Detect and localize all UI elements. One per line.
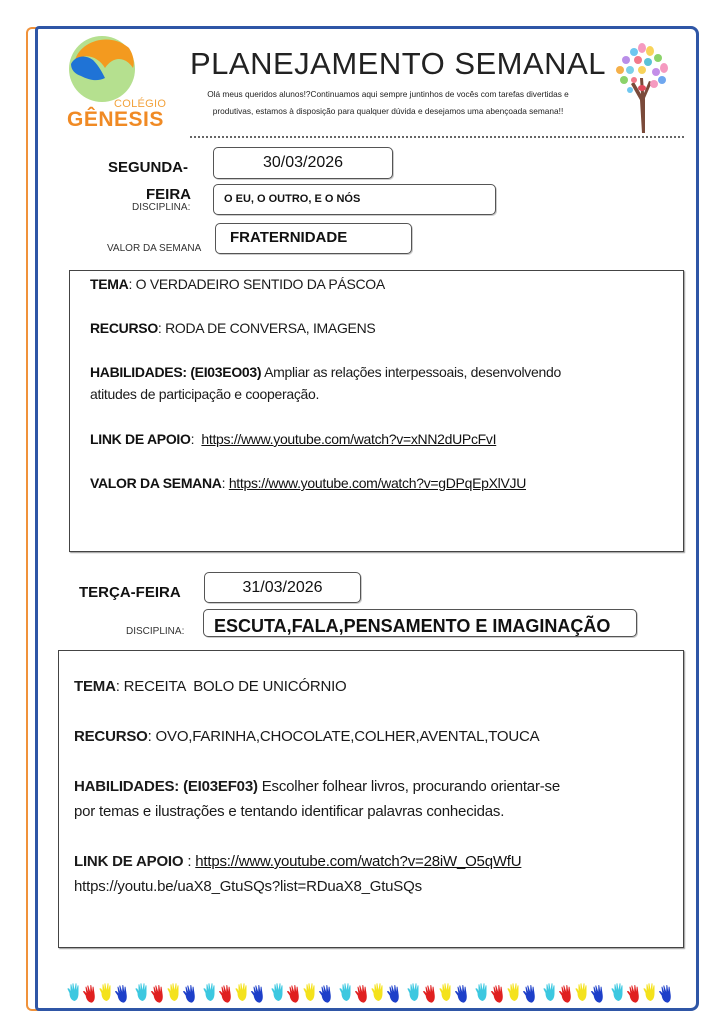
monday-valor-row (90, 475, 526, 491)
link-label: LINK DE APOIO (90, 431, 191, 447)
hand-icon (474, 983, 489, 1001)
hand-icon (657, 984, 674, 1004)
valor-label: VALOR DA SEMANA (90, 475, 222, 491)
recurso-value: : OVO,FARINHA,CHOCOLATE,COLHER,AVENTAL,TOUCA (147, 728, 540, 745)
hand-icon (406, 983, 421, 1001)
colegio-genesis-logo-icon (67, 34, 137, 104)
hands-group (270, 983, 334, 1005)
monday-link-row (90, 431, 496, 447)
hand-icon (557, 984, 574, 1004)
hand-icon (610, 983, 625, 1001)
monday-discipline-field: O EU, O OUTRO, E O NÓS (213, 184, 496, 215)
tuesday-date-field: 31/03/2026 (204, 572, 361, 603)
tuesday-label: TERÇA-FEIRA (79, 584, 181, 601)
monday-support-link[interactable]: https://www.youtube.com/watch?v=xNN2dUPcFvI (201, 431, 497, 447)
hands-group (338, 983, 402, 1005)
hand-icon (489, 984, 506, 1004)
tuesday-recurso (74, 728, 539, 745)
monday-value-label: VALOR DA SEMANA (107, 243, 202, 254)
monday-plan-box (69, 270, 684, 552)
hand-icon (589, 984, 606, 1004)
tema-value: : RECEITA BOLO DE UNICÓRNIO (115, 678, 347, 695)
hand-icon (270, 983, 285, 1001)
hand-icon (202, 983, 217, 1001)
link-label: LINK DE APOIO (74, 853, 184, 870)
hand-icon (542, 983, 557, 1001)
hand-icon (453, 984, 470, 1004)
tuesday-support-link[interactable]: https://www.youtube.com/watch?v=28iW_O5qWfU (195, 853, 522, 870)
hand-icon (317, 984, 334, 1004)
hand-icon (353, 984, 370, 1004)
monday-value-field: FRATERNIDADE (215, 223, 412, 254)
tuesday-habilidades (74, 778, 560, 795)
monday-discipline-label: DISCIPLINA: (132, 202, 191, 213)
hand-icon (521, 984, 538, 1004)
monday-valor-link[interactable]: https://www.youtube.com/watch?v=gDPqEpXlVJU (228, 475, 527, 491)
hand-icon (134, 983, 149, 1001)
dotted-divider (190, 136, 684, 138)
recurso-value: : RODA DE CONVERSA, IMAGENS (157, 320, 376, 336)
tuesday-discipline-field: ESCUTA,FALA,PENSAMENTO E IMAGINAÇÃO (203, 609, 637, 637)
hand-icon (113, 984, 130, 1004)
tuesday-tema (74, 678, 347, 695)
school-logo (62, 30, 167, 131)
hand-icon (81, 984, 98, 1004)
tema-label: TEMA (90, 276, 129, 292)
tuesday-discipline-label: DISCIPLINA: (126, 626, 185, 637)
tema-value: : O VERDADEIRO SENTIDO DA PÁSCOA (128, 276, 385, 292)
intro-message: Olá meus queridos alunos!?Continuamos aqui sempre juntinhos de vocês com tarefas divertidas e produtivas, estamos à disposição para qualquer dúvida e desejamos uma abençoada semana!! (207, 89, 569, 116)
monday-date-field: 30/03/2026 (213, 147, 393, 179)
hand-icon (234, 983, 249, 1001)
hands-group (202, 983, 266, 1005)
recurso-label: RECURSO (90, 320, 158, 336)
hand-icon (249, 984, 266, 1004)
logo-colegio-text: COLÉGIO (114, 98, 167, 110)
habilidades-text: Escolher folhear livros, procurando orientar-se (257, 778, 560, 795)
hand-icon (370, 983, 385, 1001)
hand-icon (338, 983, 353, 1001)
hand-icon (385, 984, 402, 1004)
habilidades-label: HABILIDADES: (EI03EO03) (90, 364, 262, 380)
tema-label: TEMA (74, 678, 116, 695)
hand-icon (574, 983, 589, 1001)
hands-group (134, 983, 198, 1005)
valor-separator: : (221, 475, 229, 491)
hand-icon (166, 983, 181, 1001)
monday-tema (90, 276, 385, 292)
monday-habilidades (90, 364, 561, 380)
hands-group (474, 983, 538, 1005)
hand-icon (506, 983, 521, 1001)
hand-icon (421, 984, 438, 1004)
hand-icon (217, 984, 234, 1004)
hands-group (406, 983, 470, 1005)
link-separator: : (190, 431, 202, 447)
hand-icon (149, 984, 166, 1004)
colorful-tree-icon (612, 38, 672, 134)
hand-icon (438, 983, 453, 1001)
tuesday-habilidades-line2: por temas e ilustrações e tentando identificar palavras conhecidas. (74, 803, 505, 820)
link-separator: : (183, 853, 196, 870)
colorful-hands-border-icon (66, 983, 678, 1005)
hand-icon (98, 983, 113, 1001)
tuesday-plan-box (58, 650, 684, 948)
hand-icon (625, 984, 642, 1004)
page-title: PLANEJAMENTO SEMANAL (190, 46, 606, 81)
hand-icon (181, 984, 198, 1004)
hand-icon (66, 983, 81, 1001)
habilidades-text: Ampliar as relações interpessoais, desenvolvendo (261, 364, 561, 380)
hands-group (542, 983, 606, 1005)
habilidades-label: HABILIDADES: (EI03EF03) (74, 778, 258, 795)
monday-label-line2: FEIRA (146, 186, 191, 203)
monday-recurso (90, 320, 375, 336)
logo-genesis-text: GÊNESIS (67, 108, 164, 131)
hand-icon (642, 983, 657, 1001)
hands-group (66, 983, 130, 1005)
hand-icon (302, 983, 317, 1001)
recurso-label: RECURSO (74, 728, 148, 745)
monday-label-line1: SEGUNDA- (108, 159, 189, 176)
tuesday-link-row (74, 853, 521, 870)
hand-icon (285, 984, 302, 1004)
hands-group (610, 983, 674, 1005)
tuesday-support-link-2[interactable]: https://youtu.be/uaX8_GtuSQs?list=RDuaX8_GtuSQs (74, 878, 422, 895)
monday-habilidades-line2: atitudes de participação e cooperação. (90, 386, 320, 402)
